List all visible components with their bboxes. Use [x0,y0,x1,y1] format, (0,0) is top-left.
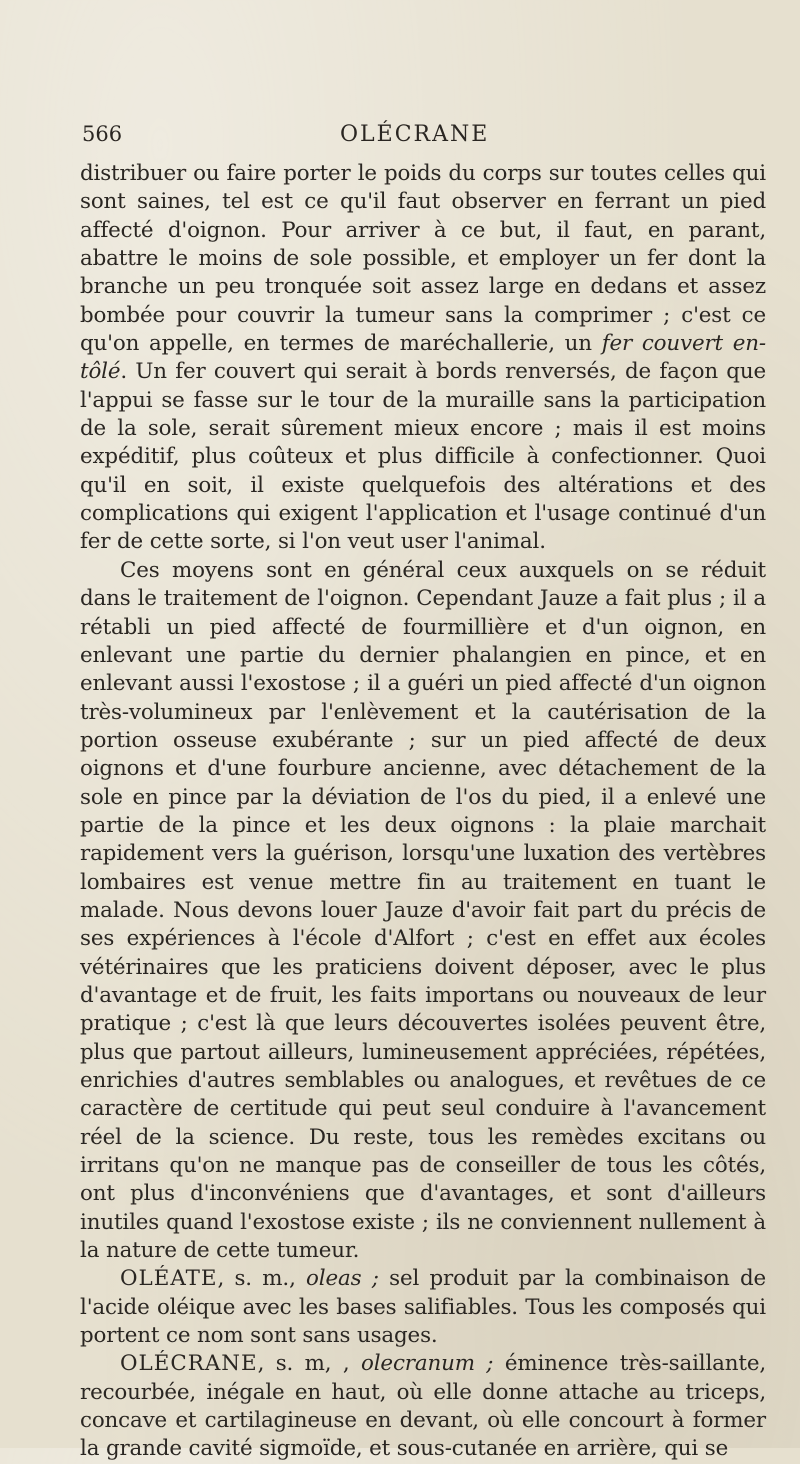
entry-olecrane-grammar: , s. m, , [257,1351,362,1377]
page-number: 566 [82,122,123,146]
entry-olecrane-definition: éminence très-saillante, recourbée, inégale en haut, où elle donne attache au triceps, concave et cartilagineuse en devant, où elle concourt à former la grande cavité sigmoïde, et sous-cutanée en arrière, qui se [80,1351,766,1462]
paragraph-1 [80,160,766,557]
entry-oleate-definition: sel produit par la combinaison de l'acide oléique avec les bases salifiables. Tous les composés qui portent ce nom sont sans usages. [80,1266,766,1349]
paragraph-2-text: Ces moyens sont en général ceux auxquels on se réduit dans le traitement de l'oignon. Cependant Jauze a fait plus ; il a rétabli un pied affecté de fourmillière et d'un oignon, en enlevant une partie du dernier phalangien en pince, et en enlevant aussi l'exostose ; il a guéri un pied affecté d'un oignon très-volumineux par l'enlèvement et la cautérisation de la portion osseuse exubérante ; sur un pied affecté de deux oignons et d'une fourbure ancienne, avec détachement de la sole en pince par la déviation de l'os du pied, il a enlevé une partie de la pince et les deux oignons : la plaie marchait rapidement vers la guérison, lorsqu'une luxation des vertèbres lombaires est venue mettre fin au traitement en tuant le malade. Nous devons louer Jauze d'avoir fait part du précis de ses expériences à l'école d'Alfort ; c'est en effet aux écoles vétérinaires que les praticiens doivent déposer, avec le plus d'avantage et de fruit, les faits importans ou nouveaux de leur pratique ; c'est là que leurs découvertes isolées peuvent être, plus que partout ailleurs, lumineusement appréciées, répétées, enrichies d'autres semblables ou analogues, et revêtues de ce caractère de certitude qui peut seul conduire à l'avancement réel de la science. Du reste, tous les remèdes excitans ou irritans qu'on ne manque pas de conseiller de tous les côtés, ont plus d'inconvéniens que d'avantages, et sont d'ailleurs inutiles quand l'exostose existe ; ils ne conviennent nullement à la nature de cette tumeur. [80,557,766,1264]
entry-oleate-grammar: , s. m., [217,1266,307,1292]
entry-olecrane-headword: OLÉCRANE [120,1351,258,1377]
running-head: OLÉCRANE [340,122,490,147]
page-header [80,122,766,158]
paragraph-1-text-after: . Un fer couvert qui serait à bords renversés, de façon que l'appui se fasse sur le tour de la muraille sans la participation de la sole, serait sûrement mieux encore ; mais il est moins expéditif, plus coûteux et plus difficile à confectionner. Quoi qu'il en soit, il existe quelquefois des altérations et des complications qui exigent l'application et l'usage continué d'un fer de cette sorte, si l'on veut user l'animal. [80,359,766,555]
body-text [80,160,766,1464]
entry-olecrane-latin: olecranum ; [361,1351,494,1377]
paragraph-1-text: distribuer ou faire porter le poids du corps sur toutes celles qui sont saines, tel est ce qu'il faut observer en ferrant un pied affecté d'oignon. Pour arriver à ce but, il faut, en parant, abattre le moins de sole possible, et employer un fer dont la branche un peu tronquée soit assez large en dedans et assez bombée pour couvrir la tumeur sans la comprimer ; c'est ce qu'on appelle, en termes de maréchallerie, un [80,161,766,357]
entry-oleate-headword: OLÉATE [120,1266,218,1292]
entry-oleate [80,1265,766,1350]
paragraph-2 [80,557,766,1266]
paragraph-1-italic-term: fer couvert en-tôlé [80,331,766,385]
entry-olecrane [80,1350,766,1463]
entry-oleate-latin: oleas ; [306,1266,379,1292]
